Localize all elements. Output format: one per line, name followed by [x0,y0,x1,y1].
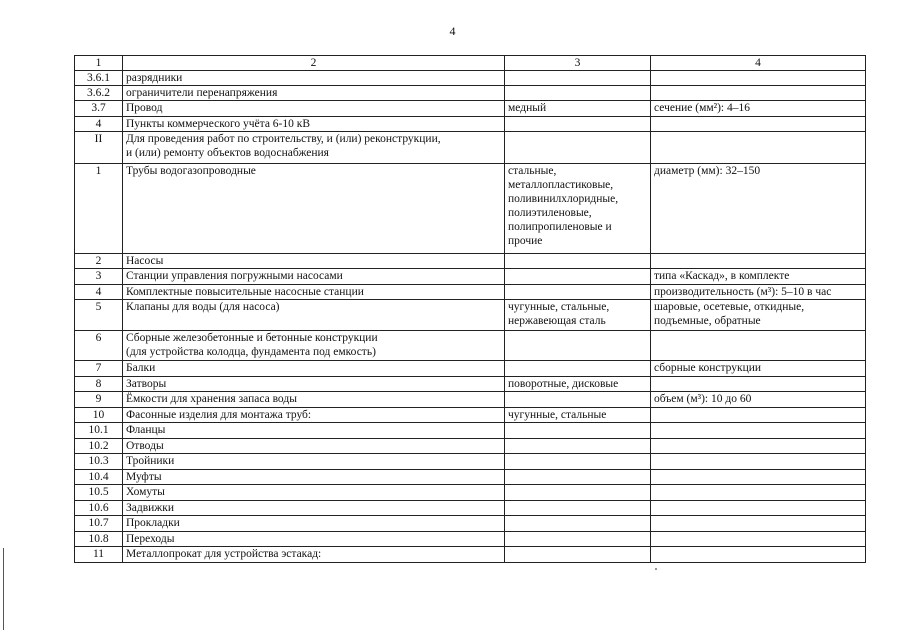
cell-spec [651,117,866,132]
cell-material [505,331,651,361]
cell-material [505,132,651,164]
cell-spec [651,132,866,164]
cell-spec [651,331,866,361]
cell-material: чугунные, стальные [505,408,651,423]
cell-name: Трубы водогазопроводные [123,164,505,254]
cell-material [505,532,651,547]
cell-material [505,361,651,377]
cell-num: 10.2 [75,439,123,454]
cell-material: чугунные, стальные, нержавеющая сталь [505,300,651,331]
header-col-3: 3 [505,56,651,71]
cell-material [505,547,651,563]
table-row [75,361,866,377]
table-row [75,300,866,331]
cell-name: Прокладки [123,516,505,532]
table-row [75,164,866,254]
table-row [75,377,866,392]
scan-speck [655,568,657,570]
table-row [75,501,866,516]
cell-name: Клапаны для воды (для насоса) [123,300,505,331]
cell-name: Комплектные повысительные насосные станции [123,285,505,300]
cell-spec: диаметр (мм): 32–150 [651,164,866,254]
cell-material [505,86,651,101]
cell-num: 8 [75,377,123,392]
cell-spec: производительность (м³): 5–10 в час [651,285,866,300]
cell-num: 10.7 [75,516,123,532]
page-number: 4 [449,24,456,38]
cell-material: стальные, металлопластиковые, поливинилхлоридные, полиэтиленовые, полипропиленовые и прочие [505,164,651,254]
cell-num: 6 [75,331,123,361]
cell-num: 3 [75,269,123,285]
cell-spec [651,532,866,547]
cell-name: Станции управления погружными насосами [123,269,505,285]
cell-material [505,485,651,501]
cell-material: медный [505,101,651,117]
cell-material [505,516,651,532]
cell-name: Металлопрокат для устройства эстакад: [123,547,505,563]
cell-spec [651,408,866,423]
cell-name: Затворы [123,377,505,392]
table-row [75,408,866,423]
cell-material [505,439,651,454]
table-row [75,285,866,300]
cell-material [505,423,651,439]
cell-spec: сечение (мм²): 4–16 [651,101,866,117]
table-row [75,101,866,117]
cell-num: 10.8 [75,532,123,547]
cell-name: Фасонные изделия для монтажа труб: [123,408,505,423]
cell-num: 5 [75,300,123,331]
cell-spec [651,377,866,392]
table-row [75,454,866,470]
cell-num: 2 [75,254,123,269]
cell-spec: шаровые, осетевые, откидные, подъемные, обратные [651,300,866,331]
cell-name: Провод [123,101,505,117]
cell-num: 3.6.2 [75,86,123,101]
cell-num: 7 [75,361,123,377]
table-row [75,439,866,454]
cell-material [505,470,651,485]
cell-name: Балки [123,361,505,377]
cell-spec [651,454,866,470]
table-row [75,532,866,547]
header-col-4: 4 [651,56,866,71]
cell-spec [651,423,866,439]
header-col-1: 1 [75,56,123,71]
cell-material [505,269,651,285]
cell-name: Пункты коммерческого учёта 6-10 кВ [123,117,505,132]
cell-spec: типа «Каскад», в комплекте [651,269,866,285]
table-row [75,132,866,164]
cell-spec [651,516,866,532]
cell-spec [651,485,866,501]
table-row [75,269,866,285]
cell-num: 4 [75,285,123,300]
cell-spec [651,470,866,485]
table-header-row [75,56,866,71]
cell-num: 11 [75,547,123,563]
cell-name: Муфты [123,470,505,485]
cell-name: Для проведения работ по строительству, и (или) реконструкции, и (или) ремонту объектов водоснабжения [123,132,505,164]
cell-num: 3.6.1 [75,71,123,86]
cell-spec [651,86,866,101]
cell-spec: объем (м³): 10 до 60 [651,392,866,408]
table-row [75,392,866,408]
cell-spec [651,547,866,563]
cell-spec [651,501,866,516]
cell-name: Фланцы [123,423,505,439]
table-row [75,254,866,269]
cell-num: 10.6 [75,501,123,516]
cell-material [505,285,651,300]
cell-num: 10.5 [75,485,123,501]
cell-spec [651,71,866,86]
cell-name: Хомуты [123,485,505,501]
table-row [75,86,866,101]
table-row [75,470,866,485]
table-row [75,423,866,439]
cell-num: 1 [75,164,123,254]
cell-spec [651,254,866,269]
cell-num: 9 [75,392,123,408]
header-col-2: 2 [123,56,505,71]
table-row [75,485,866,501]
cell-name: разрядники [123,71,505,86]
cell-name: Насосы [123,254,505,269]
cell-name: Тройники [123,454,505,470]
cell-num: 10.4 [75,470,123,485]
table-row [75,516,866,532]
cell-num: 10.1 [75,423,123,439]
cell-name: ограничители перенапряжения [123,86,505,101]
equipment-table [74,55,866,563]
cell-num: 4 [75,117,123,132]
table-row [75,117,866,132]
cell-name: Ёмкости для хранения запаса воды [123,392,505,408]
margin-mark [3,548,4,630]
cell-material [505,254,651,269]
cell-material [505,454,651,470]
cell-name: Сборные железобетонные и бетонные конструкции (для устройства колодца, фундамента под емкость) [123,331,505,361]
cell-spec: сборные конструкции [651,361,866,377]
cell-material [505,117,651,132]
cell-material [505,501,651,516]
cell-num: 10.3 [75,454,123,470]
cell-num: 3.7 [75,101,123,117]
cell-name: Отводы [123,439,505,454]
cell-num: 10 [75,408,123,423]
cell-material [505,71,651,86]
cell-material: поворотные, дисковые [505,377,651,392]
table-row [75,331,866,361]
cell-material [505,392,651,408]
cell-spec [651,439,866,454]
cell-name: Переходы [123,532,505,547]
table-row [75,71,866,86]
cell-num: II [75,132,123,164]
table-row [75,547,866,563]
cell-name: Задвижки [123,501,505,516]
